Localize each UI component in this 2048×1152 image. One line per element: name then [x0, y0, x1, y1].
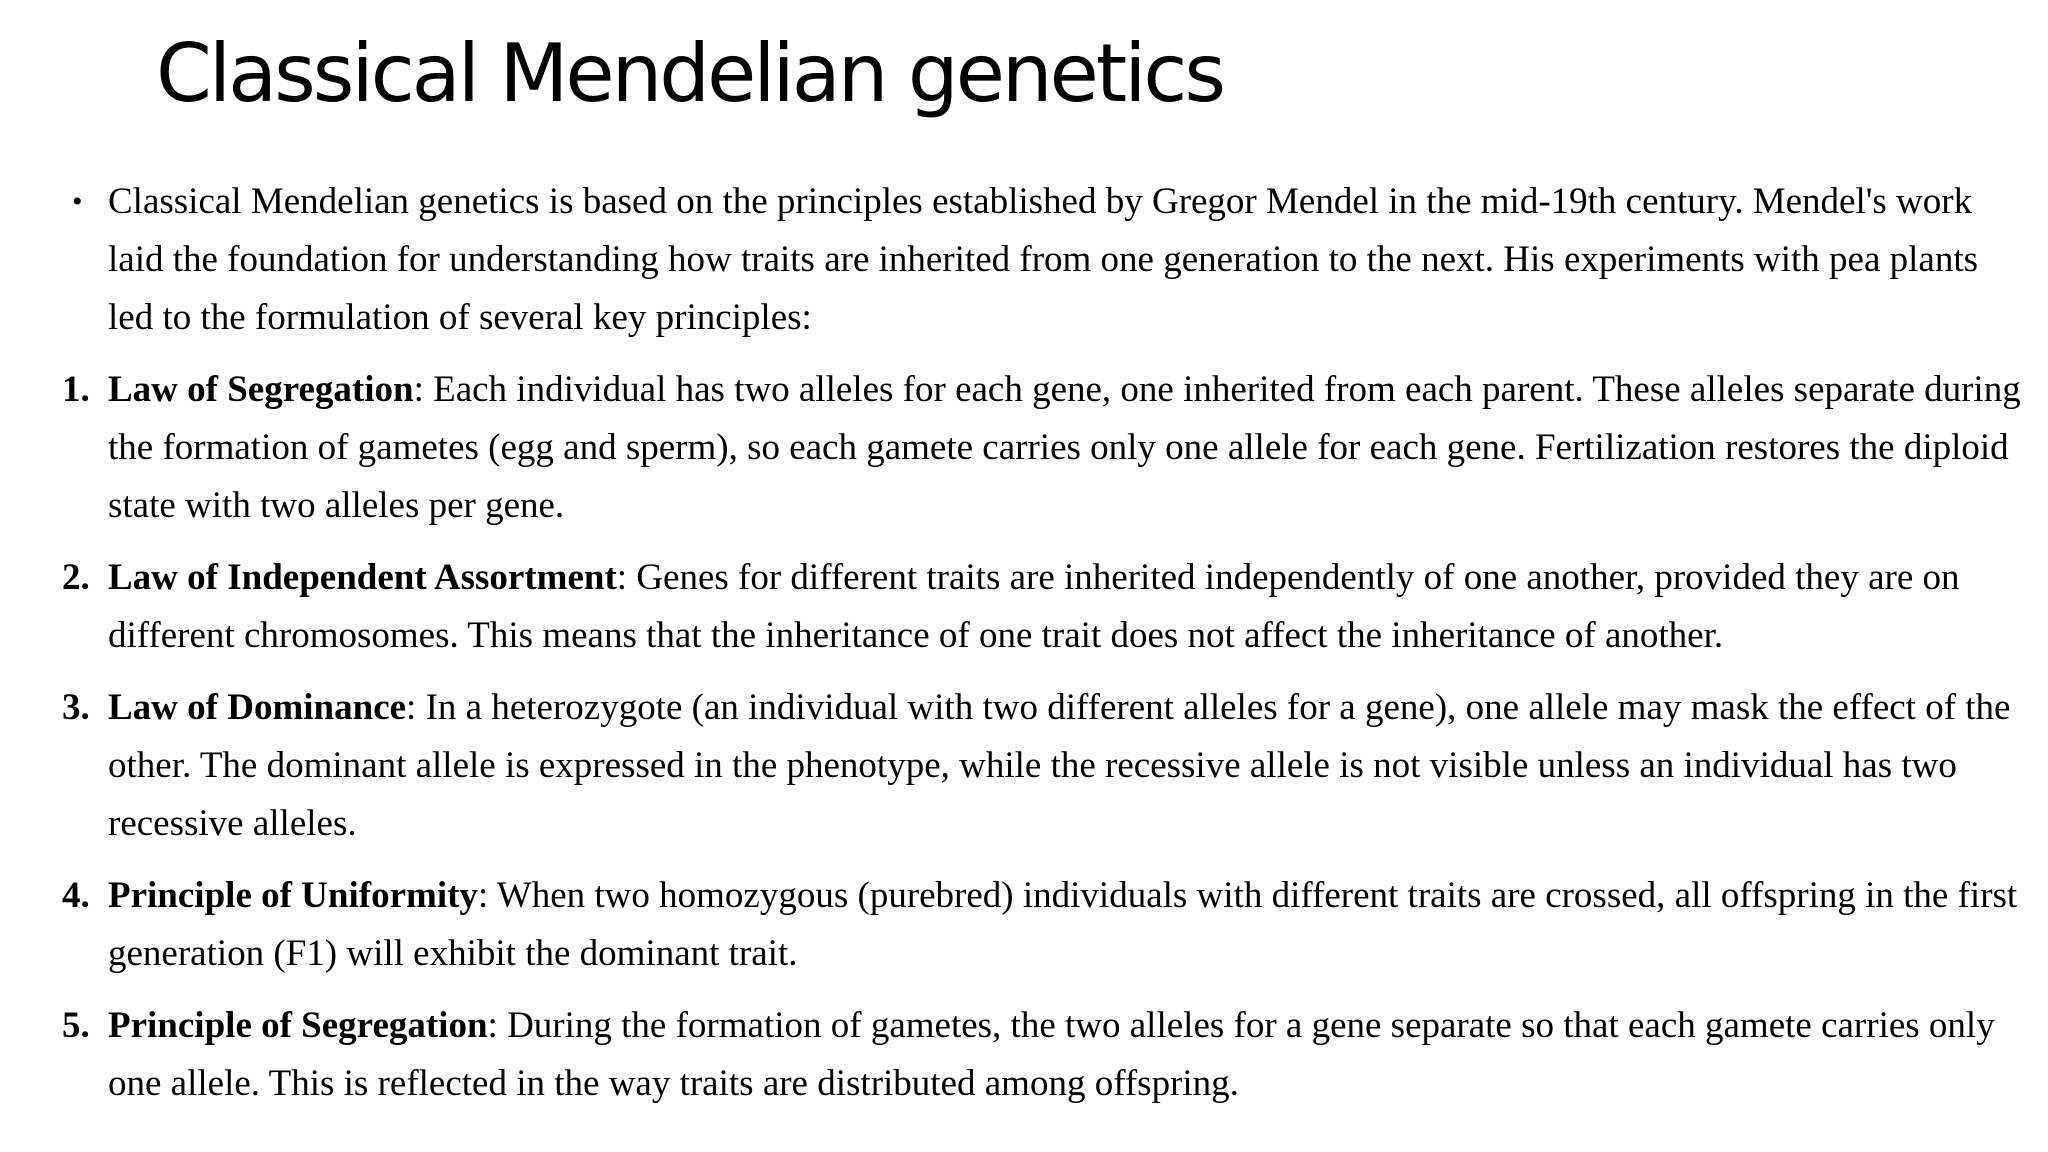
list-item-text [108, 549, 2022, 665]
list-item-term: Principle of Segregation [108, 1005, 488, 1046]
list-item-description: : Each individual has two alleles for each gene, one inherited from each parent. These alleles separate during the formation of gametes (egg and sperm), so each gamete carries only one allele for each gene. Fertilization restores the diploid state with two alleles per gene. [108, 369, 2021, 526]
list-item-principle-of-segregation [62, 997, 2022, 1113]
intro-text: Classical Mendelian genetics is based on the principles established by Gregor Mendel in the mid-19th century. Mendel's work laid the foundation for understanding how traits are inherited from one generation to the next. His experiments with pea plants led to the formulation of several key principles: [108, 181, 1979, 338]
list-item-principle-of-uniformity [62, 867, 2022, 983]
list-item-law-of-segregation [62, 361, 2022, 535]
list-item-description: : During the formation of gametes, the two alleles for a gene separate so that each gamete carries only one allele. This is reflected in the way traits are distributed among offspring. [108, 1005, 1995, 1104]
list-number: 3. [62, 687, 90, 728]
list-number: 1. [62, 369, 90, 410]
list-item-law-of-independent-assortment [62, 549, 2022, 665]
list-number: 5. [62, 1005, 90, 1046]
list-number: 4. [62, 875, 90, 916]
list-item-term: Law of Segregation [108, 369, 414, 410]
list-number: 2. [62, 557, 90, 598]
slide-content [62, 173, 2022, 1113]
list-item-text [108, 361, 2022, 535]
list-item-term: Law of Independent Assortment [108, 557, 617, 598]
list-item-text [108, 867, 2022, 983]
list-item-term: Law of Dominance [108, 687, 407, 728]
list-item-description: : When two homozygous (purebred) individuals with different traits are crossed, all offspring in the first generation (F1) will exhibit the dominant trait. [108, 875, 2018, 974]
list-item-description: : Genes for different traits are inherited independently of one another, provided they are on different chromosomes. This means that the inheritance of one trait does not affect the inheritance of another. [108, 557, 1960, 656]
intro-bullet-item [62, 173, 2022, 347]
list-item-text [108, 997, 2022, 1113]
slide-title: Classical Mendelian genetics [156, 27, 1224, 120]
bullet-marker: • [72, 185, 83, 218]
list-item-law-of-dominance [62, 679, 2022, 853]
list-item-term: Principle of Uniformity [108, 875, 478, 916]
list-item-text [108, 679, 2022, 853]
list-item-description: : In a heterozygote (an individual with two different alleles for a gene), one allele may mask the effect of the other. The dominant allele is expressed in the phenotype, while the recessive allele is not visible unless an individual has two recessive alleles. [108, 687, 2011, 844]
